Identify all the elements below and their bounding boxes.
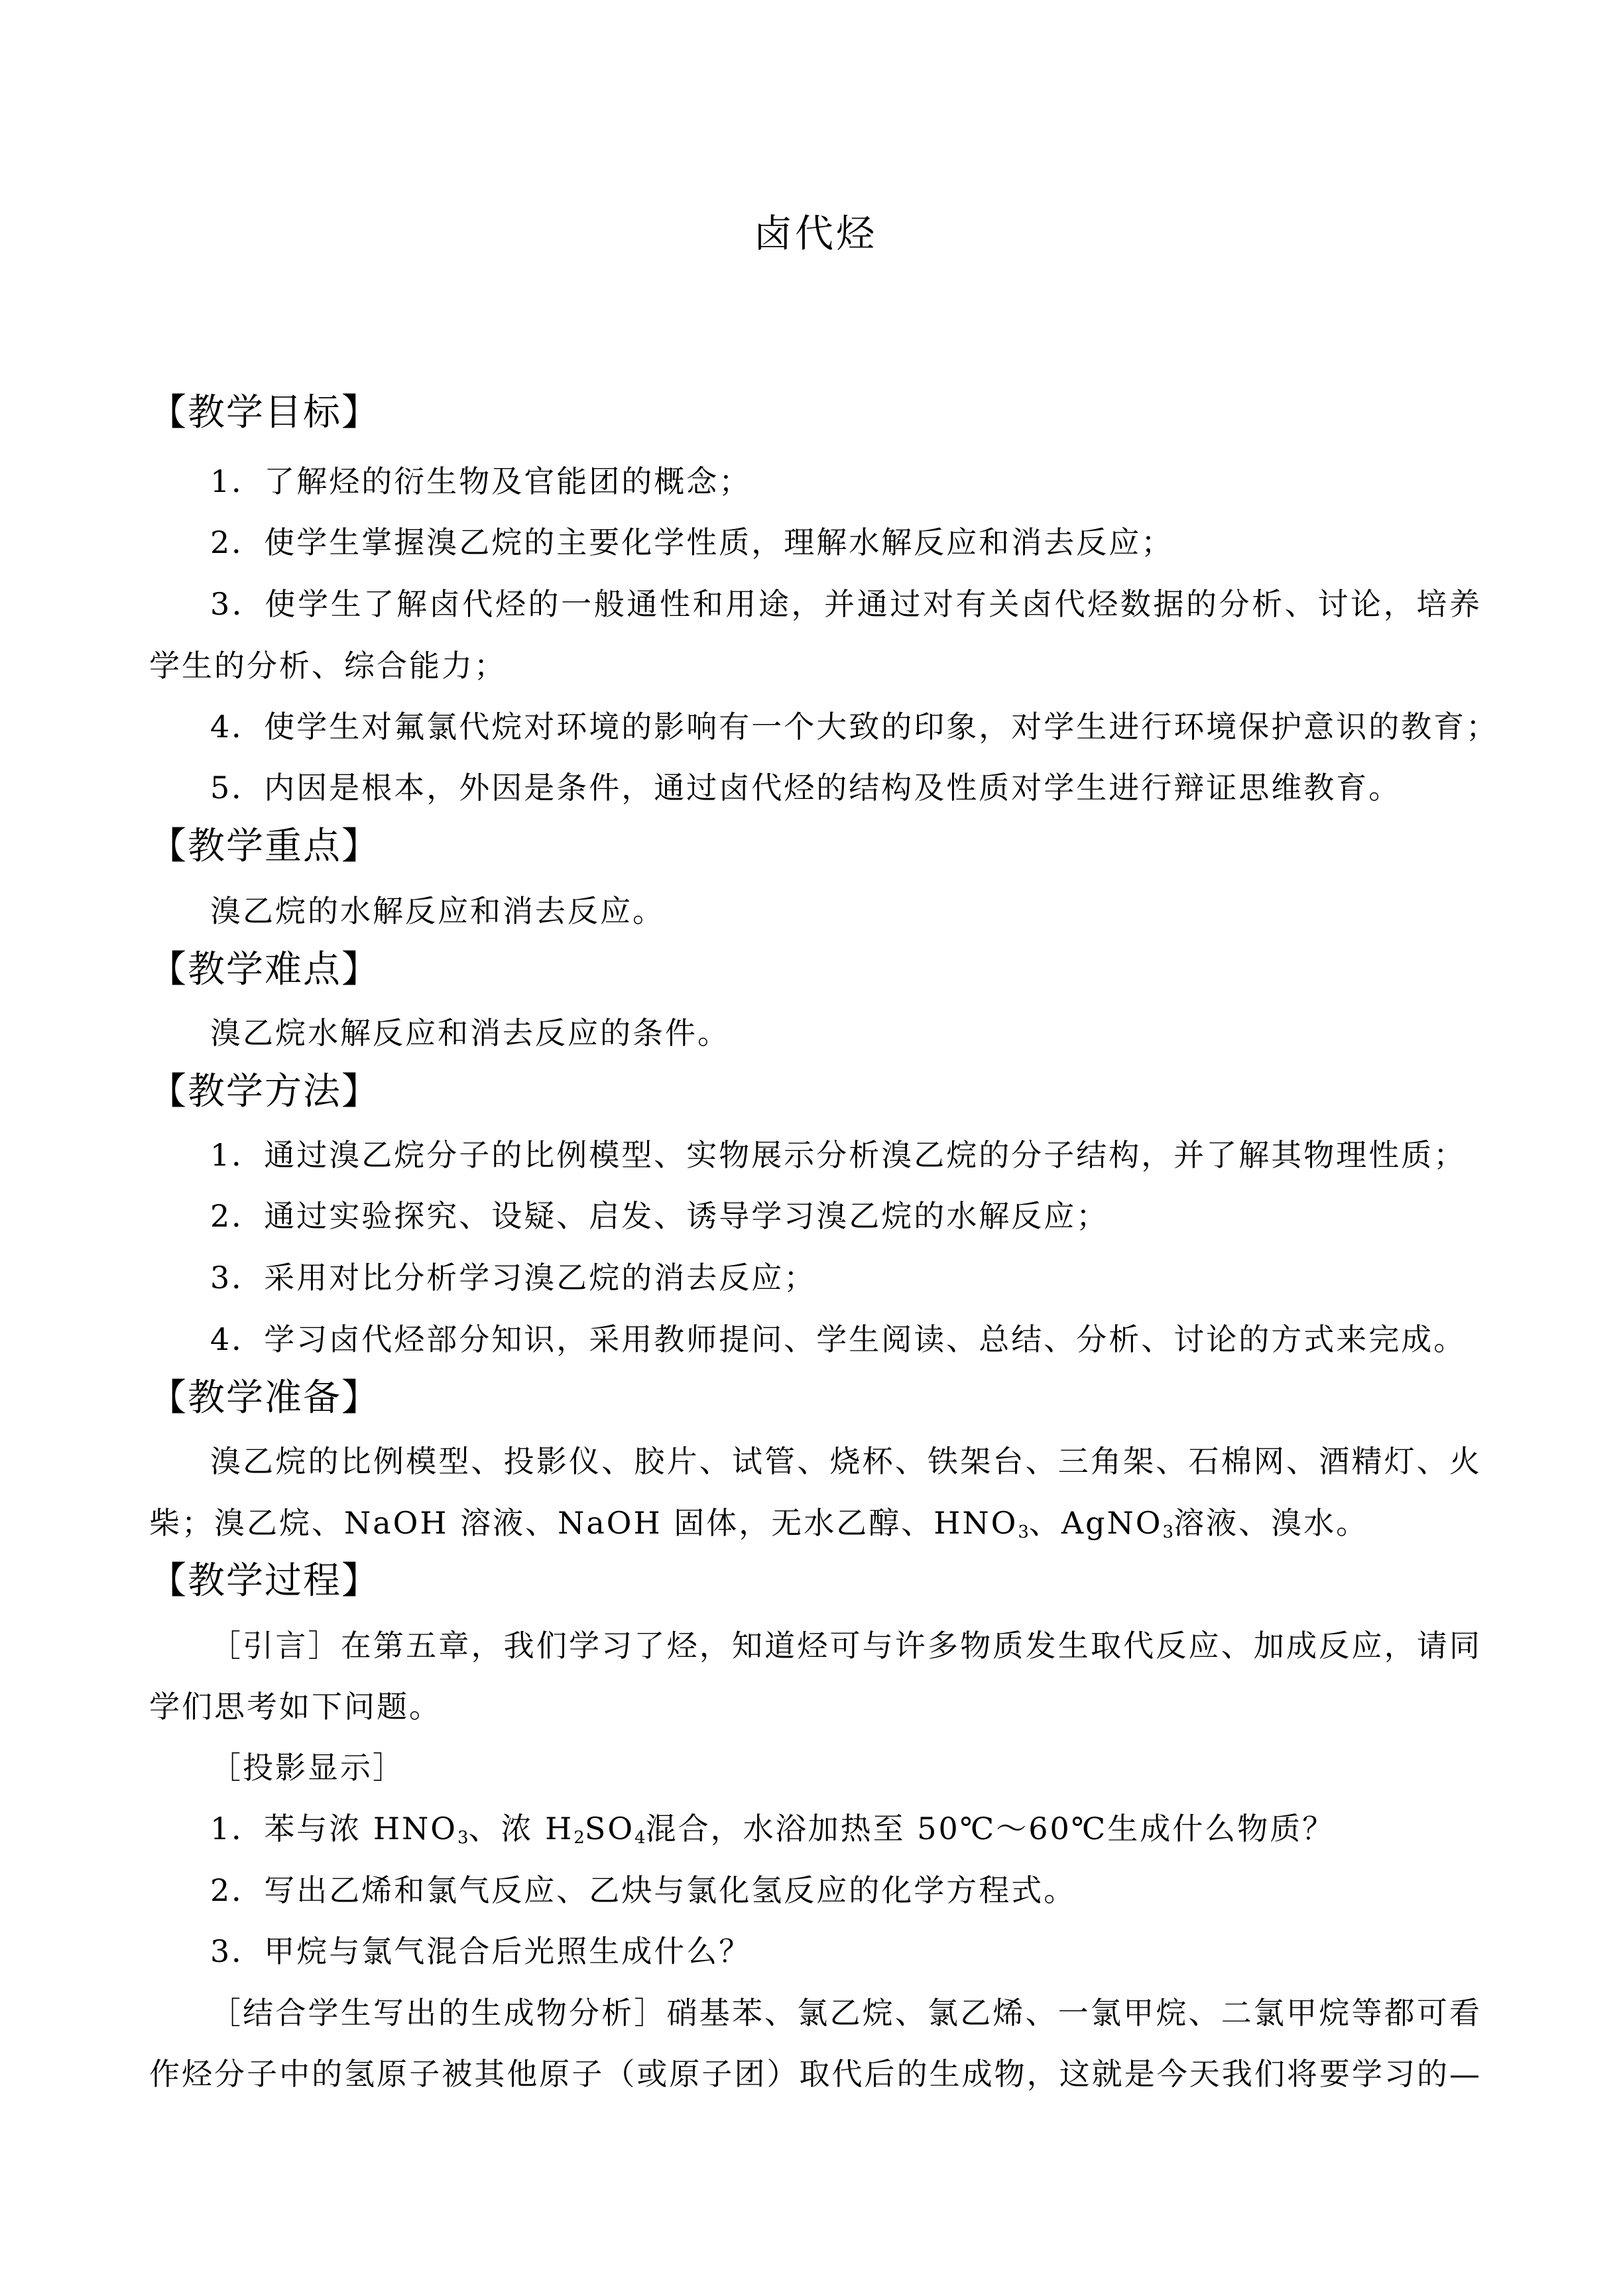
- intro-line-2: 学们思考如下问题。: [149, 1689, 442, 1724]
- analysis-line-1: ［结合学生写出的生成物分析］硝基苯、氯乙烷、氯乙烯、一氯甲烷、二氯甲烷等都可看: [210, 1995, 1482, 2031]
- method-item-2: 2．通过实验探究、设疑、启发、诱导学习溴乙烷的水解反应；: [210, 1198, 1109, 1234]
- question-1: 1．苯与浓 $HNO_3$、浓 $H_2SO_4$混合，水浴加热至 50℃～60℃生成什么物质？: [210, 1811, 1335, 1848]
- objective-item-4: 4．使学生对氟氯代烷对环境的影响有一个大致的印象，对学生进行环境保护意识的教育；: [210, 709, 1499, 745]
- question-2: 2．写出乙烯和氯气反应、乙炔与氯化氢反应的化学方程式。: [210, 1872, 1077, 1908]
- objective-item-3-cont: 学生的分析、综合能力；: [149, 648, 507, 684]
- page-title: 卤代烃: [753, 211, 877, 256]
- method-item-4: 4．学习卤代烃部分知识，采用教师提问、学生阅读、总结、分析、讨论的方式来完成。: [210, 1321, 1467, 1357]
- heading-methods: 【教学方法】: [149, 1070, 380, 1113]
- projection-label: ［投影显示］: [210, 1750, 405, 1785]
- intro-line-1: ［引言］在第五章，我们学习了烃，知道烃可与许多物质发生取代反应、加成反应，请同: [210, 1628, 1482, 1663]
- document-page: [149, 0, 1499, 2296]
- analysis-line-2: 作烃分子中的氢原子被其他原子（或原子团）取代后的生成物，这就是今天我们将要学习的—: [149, 2056, 1482, 2092]
- key-points-text: 溴乙烷的水解反应和消去反应。: [210, 893, 665, 929]
- objective-item-2: 2．使学生掌握溴乙烷的主要化学性质，理解水解反应和消去反应；: [210, 524, 1174, 560]
- heading-preparation: 【教学准备】: [149, 1376, 380, 1420]
- preparation-line-1: 溴乙烷的比例模型、投影仪、胶片、试管、烧杯、铁架台、三角架、石棉网、酒精灯、火: [210, 1443, 1482, 1479]
- heading-objectives: 【教学目标】: [149, 391, 380, 434]
- objective-item-5: 5．内因是根本，外因是条件，通过卤代烃的结构及性质对学生进行辩证思维教育。: [210, 770, 1402, 806]
- method-item-3: 3．采用对比分析学习溴乙烷的消去反应；: [210, 1260, 817, 1296]
- heading-key-points: 【教学重点】: [149, 825, 380, 868]
- heading-process: 【教学过程】: [149, 1559, 380, 1602]
- objective-item-3: 3．使学生了解卤代烃的一般通性和用途，并通过对有关卤代烃数据的分析、讨论，培养: [210, 586, 1482, 622]
- preparation-line-2: 柴；溴乙烷、NaOH 溶液、NaOH 固体，无水乙醇、$HNO_3$、AgNO$_3$溶液、溴水。: [149, 1505, 1369, 1542]
- heading-difficulties: 【教学难点】: [149, 948, 380, 991]
- method-item-1: 1．通过溴乙烷分子的比例模型、实物展示分析溴乙烷的分子结构，并了解其物理性质；: [210, 1137, 1467, 1173]
- difficulties-text: 溴乙烷水解反应和消去反应的条件。: [210, 1015, 730, 1051]
- question-3: 3．甲烷与氯气混合后光照生成什么？: [210, 1933, 752, 1969]
- objective-item-1: 1．了解烃的衍生物及官能团的概念；: [210, 463, 752, 499]
